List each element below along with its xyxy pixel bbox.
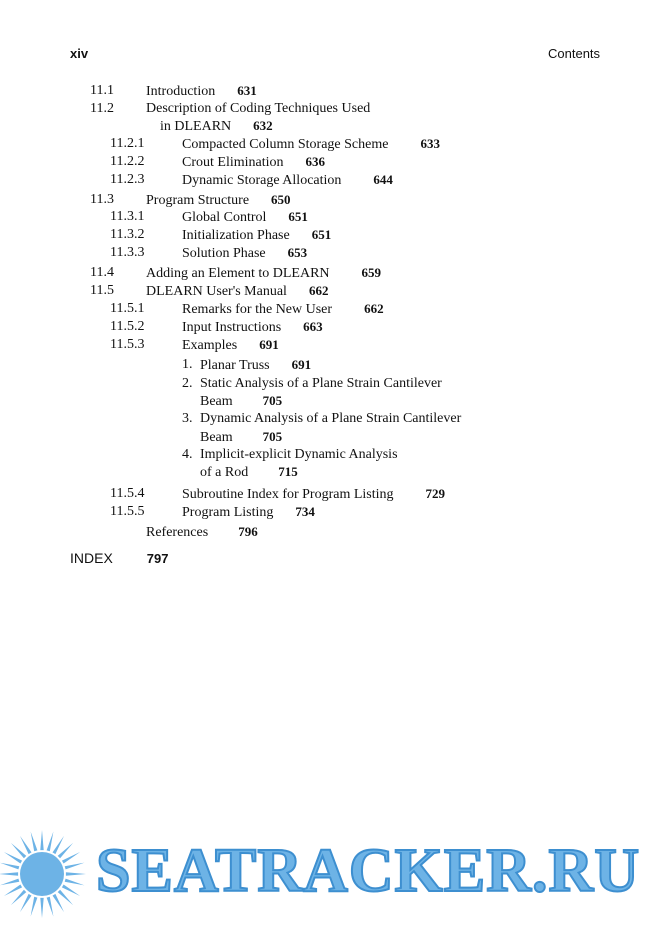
toc-entry-title (182, 300, 384, 318)
watermark-text: SEATRACKER.RU (96, 837, 641, 905)
section-title: Planar Truss (200, 358, 270, 373)
toc-entry-title (182, 318, 323, 336)
toc-entry-title (182, 208, 308, 226)
sun-ray (62, 852, 80, 864)
toc-entry (110, 336, 144, 353)
toc-entry-title (146, 264, 381, 282)
toc-entry (110, 485, 144, 502)
section-title: Initialization Phase (182, 228, 290, 243)
section-title-cont: in DLEARN (160, 119, 232, 134)
example-number (182, 375, 193, 392)
section-title: Subroutine Index for Program Listing (182, 487, 394, 502)
page-ref: 653 (287, 245, 308, 260)
sun-ray (53, 836, 65, 854)
toc-entry-title (182, 153, 325, 171)
example-index: 2. (182, 376, 193, 391)
section-title: Implicit-explicit Dynamic Analysis (200, 447, 398, 462)
page-ref: 651 (311, 227, 332, 242)
sun-ray (4, 852, 22, 864)
sun-ray (11, 890, 26, 905)
example-number (182, 410, 193, 427)
example-index: 3. (182, 411, 193, 426)
example-index: 1. (182, 357, 193, 372)
section-title: Examples (182, 338, 238, 353)
sun-ray (58, 843, 73, 858)
section-number: 11.2 (90, 101, 114, 116)
page-ref: 705 (262, 393, 283, 408)
section-number: 11.3.2 (110, 227, 145, 242)
section-title: Static Analysis of a Plane Strain Cantilever (200, 376, 442, 391)
example-title (200, 356, 311, 374)
section-number: 11.3 (90, 192, 114, 207)
page-ref: 662 (364, 301, 384, 316)
example-title (200, 410, 461, 427)
toc-entry (90, 100, 114, 117)
page-ref: 631 (237, 83, 257, 98)
page-ref: 644 (373, 172, 393, 187)
section-title: Global Control (182, 210, 267, 225)
sun-ray (65, 879, 85, 886)
section-title: Remarks for the New User (182, 302, 333, 317)
index-label: INDEX (70, 550, 113, 566)
toc-entry-title (146, 523, 258, 541)
section-number: 11.5.2 (110, 319, 145, 334)
toc-entry (110, 153, 144, 170)
section-title: Adding an Element to DLEARN (146, 266, 330, 281)
toc-entry (110, 208, 144, 225)
page-ref: 715 (278, 464, 298, 479)
section-number: 11.5 (90, 283, 114, 298)
section-title: Solution Phase (182, 246, 266, 261)
toc-entry-title (146, 191, 291, 209)
example-number (182, 446, 193, 463)
toc-entry (110, 244, 144, 261)
example-title-cont (200, 392, 282, 410)
toc-entry-title (146, 100, 370, 117)
page-ref: 651 (288, 209, 308, 224)
toc-entry (90, 82, 114, 99)
toc-entry (110, 135, 144, 152)
section-number: 11.5.3 (110, 337, 145, 352)
section-title: Input Instructions (182, 320, 282, 335)
section-number: 11.2.1 (110, 136, 145, 151)
sun-ray (40, 898, 43, 918)
page-ref: 633 (420, 136, 440, 151)
sun-ray (20, 894, 32, 912)
section-number: 11.2.3 (110, 172, 145, 187)
example-index: 4. (182, 447, 193, 462)
page-ref: 662 (308, 283, 329, 298)
toc-entry-title (182, 226, 331, 244)
toc-entry (110, 300, 144, 317)
toc-entry-title-cont (160, 117, 273, 135)
example-title (200, 446, 398, 463)
page-ref: 632 (253, 118, 273, 133)
sun-ray (4, 885, 22, 897)
example-title-cont (200, 428, 282, 446)
section-number: 11.5.1 (110, 301, 145, 316)
example-number (182, 356, 193, 373)
toc-entry-title (182, 503, 315, 521)
toc-entry (110, 503, 144, 520)
toc-entry-title (182, 336, 279, 354)
sun-ray (53, 894, 65, 912)
sun-ray (31, 897, 38, 917)
sun-ray (40, 830, 43, 850)
example-title-cont (200, 463, 298, 481)
section-number: 11.4 (90, 265, 114, 280)
page-ref: 796 (238, 524, 258, 539)
sun-ray (0, 872, 18, 875)
example-title (200, 375, 442, 392)
toc-entry (90, 282, 114, 299)
section-title: Crout Elimination (182, 155, 284, 170)
sun-ray (11, 843, 26, 858)
section-number: 11.3.3 (110, 245, 145, 260)
sun-ray (62, 885, 80, 897)
page-ref: 650 (271, 192, 291, 207)
toc-entry (110, 226, 144, 243)
section-title: Description of Coding Techniques Used (146, 101, 371, 116)
page-number: xiv (70, 46, 89, 61)
page-ref: 659 (361, 265, 382, 280)
toc-entry-title (182, 171, 393, 189)
toc-entry (90, 191, 114, 208)
sun-ray (65, 863, 85, 870)
sun-ray (0, 879, 19, 886)
sun-ray (47, 832, 54, 852)
toc-entry-title (146, 282, 328, 300)
sun-ray (58, 890, 73, 905)
toc-entry-title (182, 244, 307, 262)
section-title: References (146, 525, 209, 540)
page-ref: 729 (425, 486, 446, 501)
section-number: 11.1 (90, 83, 114, 98)
sun-ray (66, 872, 86, 875)
page-ref: 663 (303, 319, 323, 334)
section-title: Program Structure (146, 193, 250, 208)
page-ref: 691 (259, 337, 279, 352)
sun-ray (47, 897, 54, 917)
sun-burst-icon (0, 830, 86, 918)
page-ref: 636 (305, 154, 325, 169)
section-number: 11.5.4 (110, 486, 145, 501)
page-ref: 797 (146, 551, 169, 566)
toc-entry-title (182, 485, 445, 503)
toc-entry (110, 171, 144, 188)
toc-entry-title (182, 135, 440, 153)
section-title-cont: Beam (200, 430, 233, 445)
section-number: 11.2.2 (110, 154, 145, 169)
section-title-cont: Beam (200, 394, 233, 409)
section-title-cont: of a Rod (200, 465, 249, 480)
toc-entry-title (146, 82, 257, 100)
page-ref: 734 (295, 504, 315, 519)
section-title: Dynamic Analysis of a Plane Strain Cantilever (200, 411, 462, 426)
toc-entry (110, 318, 144, 335)
index-entry (70, 550, 169, 568)
section-title: Program Listing (182, 505, 274, 520)
sun-ray (31, 832, 38, 852)
toc-entry (90, 264, 114, 281)
section-title: DLEARN User's Manual (146, 284, 287, 299)
section-title: Compacted Column Storage Scheme (182, 137, 389, 152)
section-number: 11.3.1 (110, 209, 145, 224)
running-head: Contents (548, 46, 601, 61)
section-number: 11.5.5 (110, 504, 145, 519)
section-title: Introduction (146, 84, 216, 99)
sun-ray (20, 836, 32, 854)
sun-ray (0, 863, 19, 870)
page-ref: 691 (291, 357, 312, 372)
page-ref: 705 (262, 429, 283, 444)
section-title: Dynamic Storage Allocation (182, 173, 342, 188)
